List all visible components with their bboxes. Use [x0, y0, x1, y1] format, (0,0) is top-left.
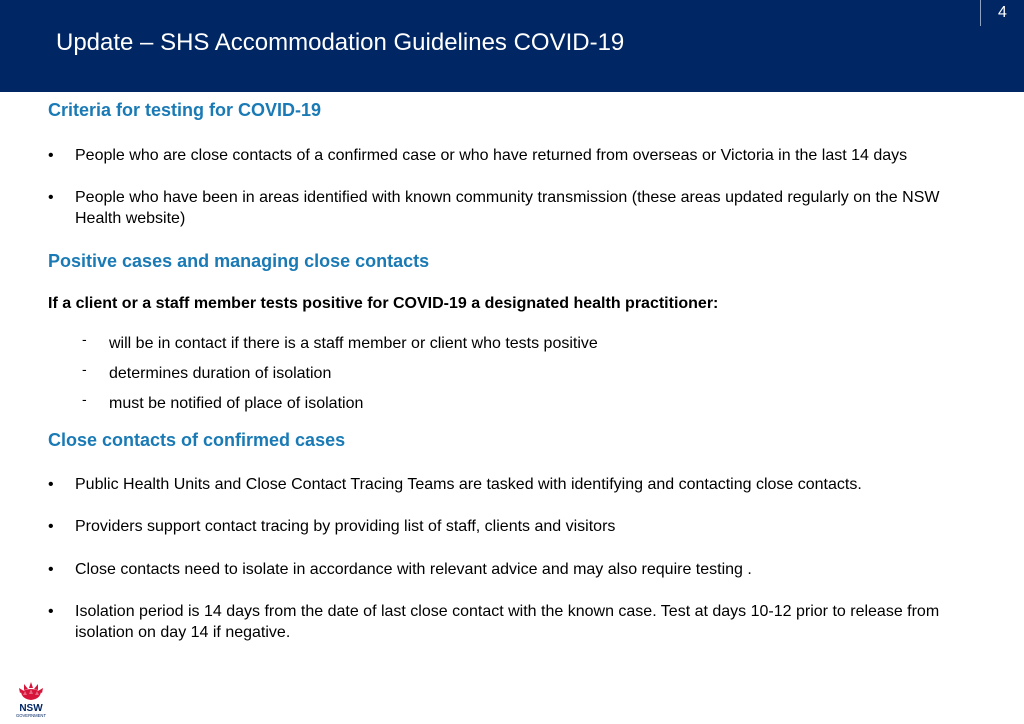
slide-header [0, 0, 1024, 92]
page-number: 4 [998, 4, 1007, 21]
list-item [82, 393, 363, 414]
heading-criteria-testing: Criteria for testing for COVID-19 [48, 100, 322, 120]
dash-text: must be notified of place of isolation [109, 395, 364, 412]
list-item [48, 474, 978, 495]
dash-text: determines duration of isolation [109, 365, 332, 382]
list-item [82, 363, 331, 384]
bullet-text: Providers support contact tracing by providing list of staff, clients and visitors [75, 518, 616, 535]
bullet-icon: • [48, 147, 54, 164]
dash-icon: - [82, 331, 87, 347]
bullet-text: Close contacts need to isolate in accordance with relevant advice and may also require testing . [75, 561, 752, 578]
page-number-divider [980, 0, 981, 26]
logo-text: NSW [19, 703, 43, 714]
bullet-icon: • [48, 189, 54, 206]
bullet-icon: • [48, 561, 54, 578]
bullet-icon: • [48, 518, 54, 535]
bullet-text: Public Health Units and Close Contact Tracing Teams are tasked with identifying and contacting close contacts. [75, 476, 862, 493]
bullet-text: People who are close contacts of a confirmed case or who have returned from overseas or Victoria in the last 14 days [75, 147, 908, 164]
list-item [48, 187, 978, 229]
bullet-text: People who have been in areas identified with known community transmission (these areas updated regularly on the NSW Health website) [75, 189, 940, 227]
slide-title: Update – SHS Accommodation Guidelines COVID-19 [56, 29, 625, 56]
list-item [82, 333, 598, 354]
heading-close-contacts: Close contacts of confirmed cases [48, 430, 346, 450]
nsw-government-logo [12, 680, 50, 718]
bullet-text: Isolation period is 14 days from the date of last close contact with the known case. Test at days 10-12 prior to release from isolation on day 14 if negative. [75, 603, 940, 641]
list-item [48, 601, 978, 643]
heading-positive-cases: Positive cases and managing close contacts [48, 251, 430, 271]
list-item [48, 145, 978, 166]
subheading-health-practitioner: If a client or a staff member tests positive for COVID-19 a designated health practitioner: [48, 295, 719, 312]
list-item [48, 559, 978, 580]
dash-icon: - [82, 391, 87, 407]
list-item [48, 516, 978, 537]
bullet-icon: • [48, 476, 54, 493]
bullet-icon: • [48, 603, 54, 620]
dash-icon: - [82, 361, 87, 377]
logo-subtext: GOVERNMENT [15, 713, 47, 718]
waratah-logo-icon [19, 682, 43, 700]
dash-text: will be in contact if there is a staff member or client who tests positive [109, 335, 598, 352]
